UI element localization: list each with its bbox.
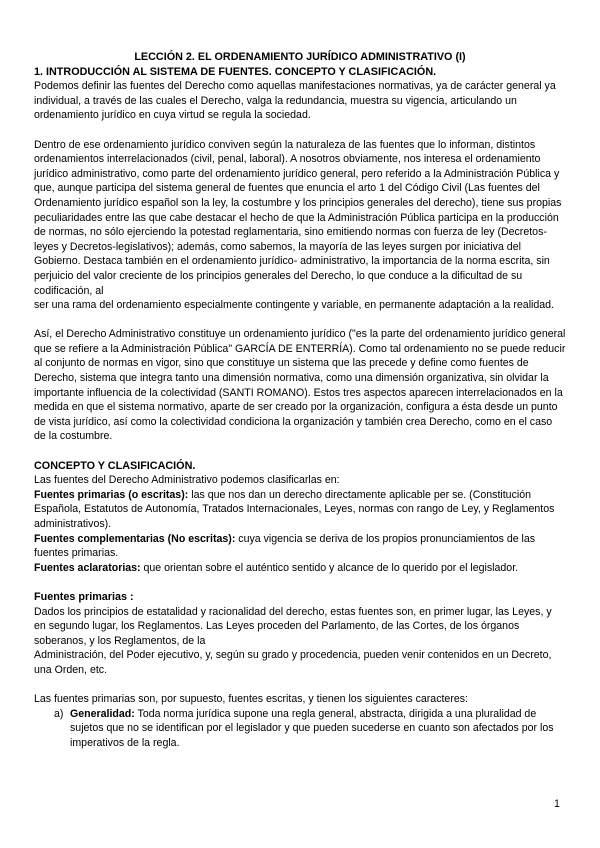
paragraph-principios-cont: Administración, del Poder ejecutivo, y, según su grado y procedencia, pueden venir contenidos en un Decreto, una Orden, etc. (34, 649, 552, 676)
list-item-content (70, 707, 566, 751)
section-heading-introduction: 1. INTRODUCCIÓN AL SISTEMA DE FUENTES. CONCEPTO Y CLASIFICACIÓN. (34, 65, 437, 78)
paragraph-ordenamiento-cont: ser una rama del ordenamiento especialmente contingente y variable, en permanente adaptación a la realidad. (34, 299, 555, 312)
paragraph-caracteres: Las fuentes primarias son, por supuesto, fuentes escritas, y tienen los siguientes caracteres: (34, 693, 468, 706)
list-item-label: Generalidad: (70, 707, 135, 720)
item-fuentes-aclaratorias (34, 561, 566, 576)
lesson-title: LECCIÓN 2. EL ORDENAMIENTO JURÍDICO ADMINISTRATIVO (I) (134, 51, 466, 63)
item-fuentes-primarias (34, 488, 566, 532)
section-heading-fuentes-primarias: Fuentes primarias : (34, 590, 134, 603)
paragraph-classification-intro: Las fuentes del Derecho Administrativo podemos clasificarlas en: (34, 474, 340, 487)
label-fuentes-aclaratorias: Fuentes aclaratorias: (34, 561, 141, 574)
page-number: 1 (554, 798, 560, 810)
section-heading-concepto: CONCEPTO Y CLASIFICACIÓN. (34, 459, 196, 472)
label-fuentes-primarias: Fuentes primarias (o escritas): (34, 488, 189, 501)
text-fuentes-aclaratorias: que orientan sobre el auténtico sentido y alcance de lo querido por el legislador. (140, 561, 519, 574)
text-fuentes-complementarias: cuya vigencia se deriva de los propios pronunciamientos de las fuentes primarias. (34, 532, 536, 560)
list-item-text: Toda norma jurídica supone una regla general, abstracta, dirigida a una pluralidad de sujetos que no se identifican por el legislador y que pueden sucederse en cuanto son afectados por los imperativos de la regla. (70, 707, 554, 749)
list-item (54, 707, 566, 751)
text-fuentes-primarias: las que nos dan un derecho directamente aplicable per se. (Constitución Española, Estatutos de Autonomía, Tratados Internacionales, Leyes, normas con rango de Ley, y Reglamentos administrativos). (34, 488, 555, 530)
document-body (34, 50, 566, 751)
list-marker: a) (54, 707, 64, 720)
paragraph-ordenamiento: Dentro de ese ordenamiento jurídico conviven según la naturaleza de las fuentes que lo informan, distintos ordenamientos interrelacionados (civil, penal, laboral). A nosotros obviamente, nos interesa el ordenamiento jurídico administrativo, como parte del ordenamiento jurídico general, pero referido a la Administración Pública y que, aunque participa del sistema general de fuentes que enuncia el arto 1 del Código Civil (Las fuentes del Ordenamiento jurídico español son la ley, la costumbre y los principios generales del derecho), tiene sus propias peculiaridades entre las que cabe destacar el hecho de que la Administración Pública participa en la producción de normas, no sólo ejerciendo la potestad reglamentaria, sino emitiendo normas con fuerza de ley (Decretos- leyes y Decretos-legislativos); además, como sabemos, la mayoría de las leyes surgen por iniciativa del Gobierno. Destaca también en el ordenamiento jurídico- administrativo, la importancia de la norma escrita, sin perjuicio del valor creciente de los principios generales del Derecho, lo que conduce a la dificultad de su codificación, al (34, 138, 562, 297)
paragraph-derecho-administrativo: Así, el Derecho Administrativo constituye un ordenamiento jurídico ("es la parte del ordenamiento jurídico general que se refiere a la Administración Pública" GARCÍA DE ENTERRÍA). Como tal ordenamiento no se puede reducir al conjunto de normas en vigor, sino que constituye un sistema que las precede y define como fuentes de Derecho, sistema que integra tanto una dimensión normativa, como una dimensión organizativa, sin olvidar la importante influencia de la colectividad (SANTI ROMANO). Estos tres aspectos aparecen interrelacionados en la medida en que el sistema normativo, aparte de ser creado por la organización, configura a ésta desde un punto de vista jurídico, así como la colectividad condiciona la organización y también crea Derecho, como en el caso de la costumbre. (34, 328, 566, 443)
paragraph-principios: Dados los principios de estatalidad y racionalidad del derecho, estas fuentes son, en primer lugar, las Leyes, y en segundo lugar, los Reglamentos. Las Leyes proceden del Parlamento, de las Cortes, de los órganos soberanos, y los Reglamentos, de la (34, 605, 552, 647)
item-fuentes-complementarias (34, 532, 566, 561)
paragraph-definition: Podemos definir las fuentes del Derecho como aquellas manifestaciones normativas, ya de carácter general ya individual, a través de las cuales el Derecho, valga la redundancia, muestra su vigencia, articulando un ordenamiento jurídico en cuya virtud se regula la sociedad. (34, 80, 556, 122)
label-fuentes-complementarias: Fuentes complementarias (No escritas): (34, 532, 236, 545)
